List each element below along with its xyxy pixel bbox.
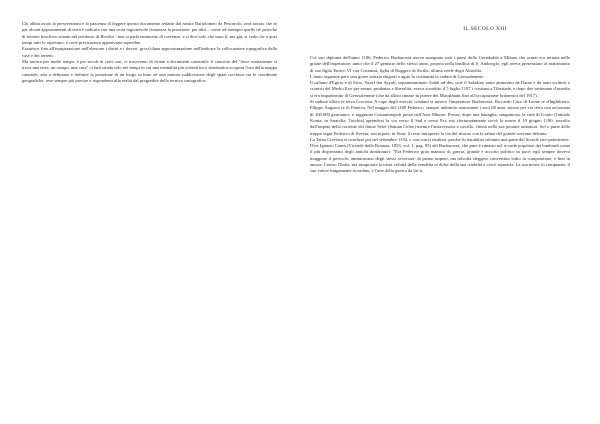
left-page [22, 21, 277, 84]
right-paragraph-1: Col suo diploma dell'anno 1186, Federico Barbarossa aveva assegnato tutti i paesi della Geradadda a Milano che ormai era tornata nelle grazie dell'imperatore; tanto che il 27 gennaio dello stesso anno, proprio nella basilica di S. Ambrogio, egli aveva presenziato al matrimonio di suo figlio Enrico VI con Costanza, figlia di Ruggero di Sicilia, ultima erede degli Altavilla. [310, 55, 570, 73]
left-paragraph-3: Ma ancora per molto tempo, e per secoli in certi casi, ci troveremo di fronte a documenti consimili: il concetto del "dove esattamente si trova una terra, un campo, una casa" ci farà strada solo nei tempi in cui una mentalità più scientifica e sistematica scoprirà l'uso della mappa catastale, atta a delineare e definire la posizione di un luogo in base ad una minuta suddivisione degli spazi racchiusi tra le coordinate geografiche, rese sempre più precise e rispondenti alla realtà dal progredire della tecnica cartografica. [22, 59, 277, 84]
right-paragraph-2: L'anno seguente però una grave notizia sbigottì e agitò la cristianità la caduta di Gerusalemme. [310, 73, 485, 79]
right-page [310, 26, 570, 175]
left-paragraph-2: Esaurisce fino all'esasperazione nell'elencare i diritti e i doveri, gross'olana approssimazione nell'indicare la collocazione topografica delle case e dei terreni. [22, 46, 277, 58]
right-paragraph-6: Dice Ignazio Cantù (Vicende della Brianza, 1853, vol. 1, pag. 95) del Barbarossa, che pure è rimasto nel ricordo popolare dei lombardi come il più disprezzato degli antichi dominatori: "Era Federico gran maestro di guerra, grande e accorto politico in pace; egli sempre doveva maggiore il pericolo; ammiravano degli stessi avversari; di primo impeto, ma talvolta sleggero converttito lodio in compassione, e fino in amore. Contro l'Italia, ma assaporata la trista voluttà della vendetta ei dolse della sua crudeltà e cercò ripararla. La sua morte fu compianta; il suo valore lungamente ricordato, e l'arte della guerra da lui si. [310, 143, 570, 174]
left-paragraph-1: Chi abbia avuto la perseveranza e la pazienza di leggere questo documento redatto dal notaio Bartolomeo da Pescarolo, avrà notato che se per alcuni appezzamenti di terra è indicata con una certa ragionevole chiarezza la posizione, per altri – come ad esempio quelle tre pertiche di terreno boschivo situate nel territorio di Rivolta - non si parla nemmeno di coerenze, e si dice solo che sono lì, ma già, si vede che a quei tempi tutti lo sapevano, e certe precisazioni apparivano superflue. [22, 21, 277, 46]
right-paragraph-4: Si indisse allora la terza Crociata. A capo degli eserciti cristiani si misero l'imperatore Barbarossa, Riccardo Cuor di Leone re d'Inghilterra, Filippo Augusto re di Francia. Nel maggio del 1189 Federico, sempre indomito nonostante i suoi 68 anni, mosse per via terra con un'armata di 100.000 germanici, e raggiunta Costantinopoli passò nell'Asia Minore. Presse, dopo una battaglia, sanguinosa, la città di Iconio (l'attuale Konia, in Anatolia, Turchia) aprendosi la via verso il Sud e verso Est, ma sfortunatamente trovò la morte il 10 giugno 1190, travolto dall'impeto della corrente del fiume Selef (Saman Celno) mentre l'attraversava a cavallo, chissà nella sua pesante armatura. Sol o parte delle truppe seguì Federico di Svevia, suo nipote, in Siria; il resto intraprese la via del ritorno con la salma del grande sovrano defunto. [310, 99, 570, 136]
right-paragraph-3: Il sultano d'Egitto e di Siria, Yusuf ibn Ayyub, soprannominato Salah ad-din, cioè il Saladino tanto ammirato da Dante e da tanti scrittori e cronisti del Medio Evo per senno, prudenza e liberalità, aveva sconfitto il 5 luglio 1187 i cristiani a Tiberiade, e dopo due settimane d'assedio si era impadronito di Gerusalemme (che da allora rimase in potere dei Musulmani fino all'occupazione britannica del 1917). [310, 80, 570, 98]
right-paragraph-5: La Terza Crociata si concluse poi nel settembre 1192, e con scarsi risultati, perché fu ristabilita soltanto una parte del litorale siro-palestinese. [310, 136, 570, 142]
running-head: IL SECOLO XIII [463, 26, 507, 32]
